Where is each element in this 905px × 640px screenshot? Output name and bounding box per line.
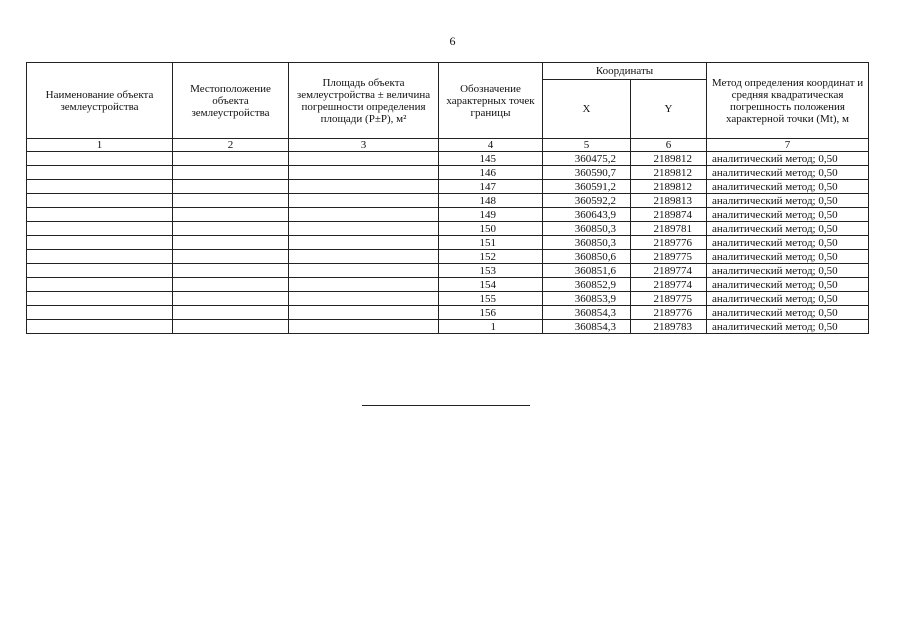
header-method: Метод определения координат и средняя квадратическая погрешность положения характерной точки (Mt), м (707, 63, 869, 139)
header-object-name: Наименование объекта землеустройства (27, 63, 173, 139)
table-row (27, 320, 869, 334)
cell-point-id: 146 (439, 166, 543, 180)
cell-y: 2189775 (631, 292, 707, 306)
header-coordinates: Координаты (543, 63, 707, 80)
cell-x: 360590,7 (543, 166, 631, 180)
cell-object-name (27, 320, 173, 334)
cell-location (173, 306, 289, 320)
page-number: 6 (449, 34, 456, 48)
cell-method: аналитический метод; 0,50 (707, 236, 869, 250)
cell-point-id: 145 (439, 152, 543, 166)
cell-object-name (27, 180, 173, 194)
cell-y: 2189812 (631, 152, 707, 166)
cell-point-id: 156 (439, 306, 543, 320)
table-header (27, 63, 869, 139)
header-location: Местоположение объекта землеустройства (173, 63, 289, 139)
cell-location (173, 222, 289, 236)
cell-location (173, 320, 289, 334)
cell-x: 360854,3 (543, 320, 631, 334)
cell-y: 2189781 (631, 222, 707, 236)
column-number-row (27, 139, 869, 152)
cell-x: 360591,2 (543, 180, 631, 194)
column-number: 1 (27, 139, 173, 152)
cell-y: 2189812 (631, 166, 707, 180)
cell-y: 2189874 (631, 208, 707, 222)
cell-x: 360850,3 (543, 236, 631, 250)
cell-object-name (27, 292, 173, 306)
cell-method: аналитический метод; 0,50 (707, 166, 869, 180)
cell-method: аналитический метод; 0,50 (707, 152, 869, 166)
cell-object-name (27, 222, 173, 236)
cell-object-name (27, 194, 173, 208)
cell-area (289, 208, 439, 222)
cell-area (289, 320, 439, 334)
cell-x: 360475,2 (543, 152, 631, 166)
table-row (27, 166, 869, 180)
table-row (27, 208, 869, 222)
cell-object-name (27, 278, 173, 292)
header-boundary-points: Обозначение характерных точек границы (439, 63, 543, 139)
cell-location (173, 152, 289, 166)
column-number: 2 (173, 139, 289, 152)
cell-x: 360853,9 (543, 292, 631, 306)
cell-method: аналитический метод; 0,50 (707, 278, 869, 292)
header-area: Площадь объекта землеустройства ± величина погрешности определения площади (P±P), м² (289, 63, 439, 139)
cell-y: 2189812 (631, 180, 707, 194)
cell-point-id: 149 (439, 208, 543, 222)
cell-area (289, 292, 439, 306)
cell-area (289, 278, 439, 292)
cell-location (173, 194, 289, 208)
cell-area (289, 194, 439, 208)
table-row (27, 222, 869, 236)
cell-location (173, 292, 289, 306)
cell-x: 360643,9 (543, 208, 631, 222)
cell-location (173, 250, 289, 264)
table-body (27, 152, 869, 334)
cell-point-id: 148 (439, 194, 543, 208)
cell-area (289, 180, 439, 194)
coordinates-table (26, 62, 869, 334)
table-row (27, 194, 869, 208)
cell-point-id: 147 (439, 180, 543, 194)
cell-y: 2189776 (631, 306, 707, 320)
cell-method: аналитический метод; 0,50 (707, 180, 869, 194)
cell-y: 2189775 (631, 250, 707, 264)
table-row (27, 292, 869, 306)
cell-area (289, 222, 439, 236)
cell-y: 2189783 (631, 320, 707, 334)
cell-area (289, 264, 439, 278)
cell-area (289, 236, 439, 250)
cell-y: 2189813 (631, 194, 707, 208)
column-number: 6 (631, 139, 707, 152)
table-row (27, 250, 869, 264)
cell-method: аналитический метод; 0,50 (707, 250, 869, 264)
cell-location (173, 236, 289, 250)
cell-location (173, 166, 289, 180)
cell-location (173, 180, 289, 194)
cell-y: 2189774 (631, 278, 707, 292)
table-row (27, 152, 869, 166)
cell-object-name (27, 264, 173, 278)
cell-method: аналитический метод; 0,50 (707, 208, 869, 222)
cell-point-id: 151 (439, 236, 543, 250)
cell-y: 2189774 (631, 264, 707, 278)
cell-x: 360851,6 (543, 264, 631, 278)
cell-y: 2189776 (631, 236, 707, 250)
column-number: 3 (289, 139, 439, 152)
cell-x: 360850,6 (543, 250, 631, 264)
cell-method: аналитический метод; 0,50 (707, 194, 869, 208)
table-row (27, 306, 869, 320)
cell-area (289, 306, 439, 320)
cell-x: 360854,3 (543, 306, 631, 320)
table-row (27, 236, 869, 250)
cell-location (173, 208, 289, 222)
cell-area (289, 166, 439, 180)
cell-point-id: 153 (439, 264, 543, 278)
cell-point-id: 154 (439, 278, 543, 292)
cell-area (289, 250, 439, 264)
cell-object-name (27, 208, 173, 222)
table-row (27, 180, 869, 194)
cell-point-id: 152 (439, 250, 543, 264)
cell-x: 360850,3 (543, 222, 631, 236)
cell-point-id: 150 (439, 222, 543, 236)
cell-method: аналитический метод; 0,50 (707, 292, 869, 306)
cell-method: аналитический метод; 0,50 (707, 306, 869, 320)
cell-point-id: 1 (439, 320, 543, 334)
cell-point-id: 155 (439, 292, 543, 306)
cell-method: аналитический метод; 0,50 (707, 222, 869, 236)
cell-object-name (27, 306, 173, 320)
cell-area (289, 152, 439, 166)
cell-location (173, 264, 289, 278)
cell-x: 360592,2 (543, 194, 631, 208)
header-x: X (543, 80, 631, 139)
cell-method: аналитический метод; 0,50 (707, 320, 869, 334)
table-row (27, 264, 869, 278)
column-number: 4 (439, 139, 543, 152)
column-number: 5 (543, 139, 631, 152)
cell-x: 360852,9 (543, 278, 631, 292)
cell-location (173, 278, 289, 292)
cell-object-name (27, 236, 173, 250)
header-y: Y (631, 80, 707, 139)
closing-rule (362, 405, 530, 406)
table-row (27, 278, 869, 292)
cell-object-name (27, 166, 173, 180)
column-number: 7 (707, 139, 869, 152)
cell-method: аналитический метод; 0,50 (707, 264, 869, 278)
cell-object-name (27, 250, 173, 264)
cell-object-name (27, 152, 173, 166)
